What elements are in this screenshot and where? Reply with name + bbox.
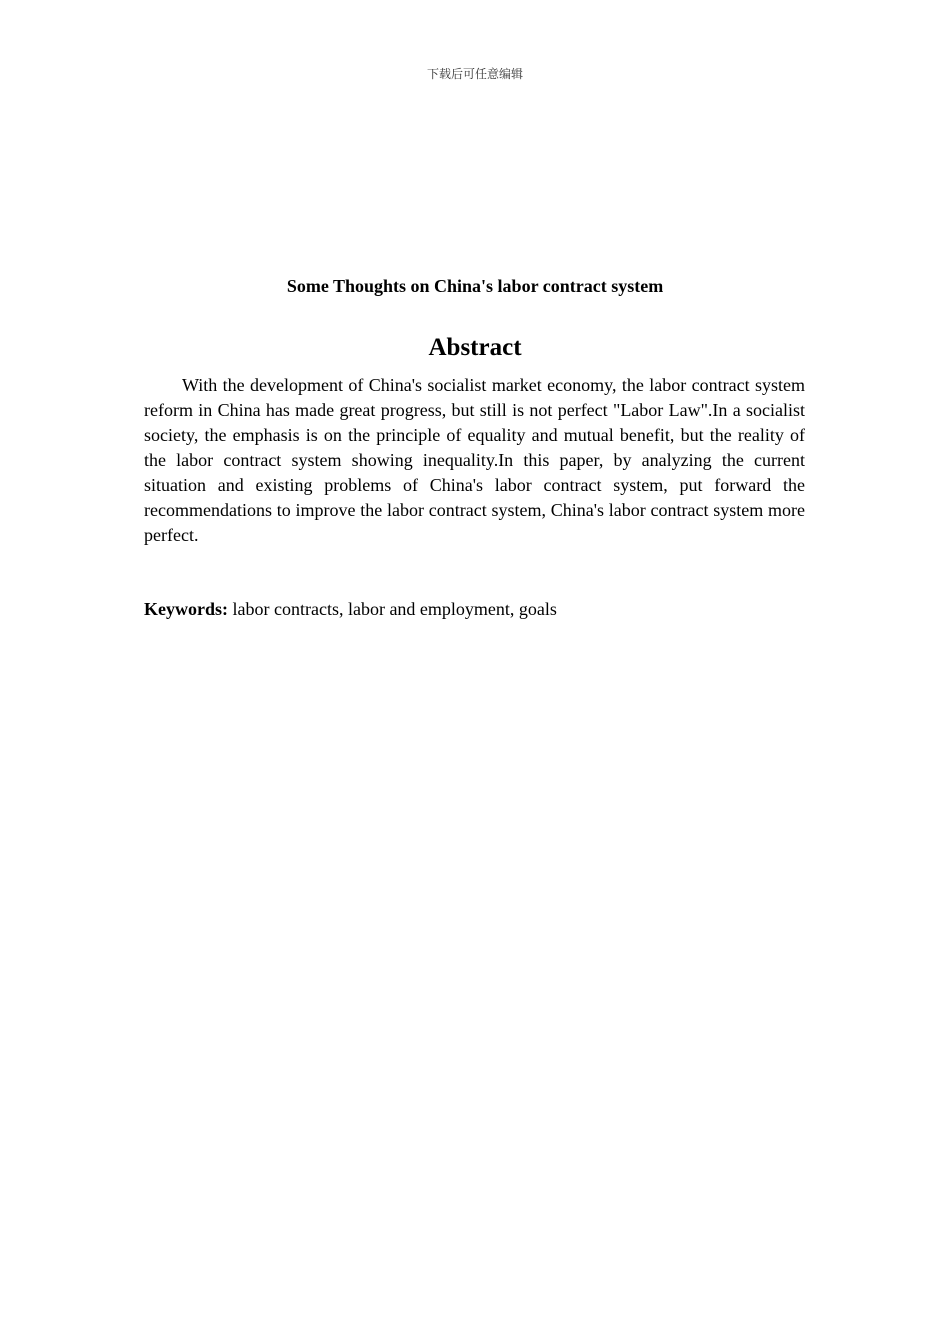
abstract-paragraph: With the development of China's socialist market economy, the labor contract system reform in China has made great progress, but still is not perfect "Labor Law".In a socialist society, the emphasis is on the principle of equality and mutual benefit, but the reality of the labor contract system showing inequality.In this paper, by analyzing the current situation and existing problems of China's labor contract system, put forward the recommendations to improve the labor contract system, China's labor contract system more perfect.: [144, 375, 805, 545]
keywords-text: labor contracts, labor and employment, goals: [228, 599, 557, 619]
abstract-heading: Abstract: [428, 334, 522, 361]
keywords-line: [144, 597, 805, 622]
keywords-label: Keywords:: [144, 599, 228, 619]
paper-title: Some Thoughts on China's labor contract system: [286, 276, 664, 296]
page-header-note: 下载后可任意编辑: [426, 67, 523, 81]
